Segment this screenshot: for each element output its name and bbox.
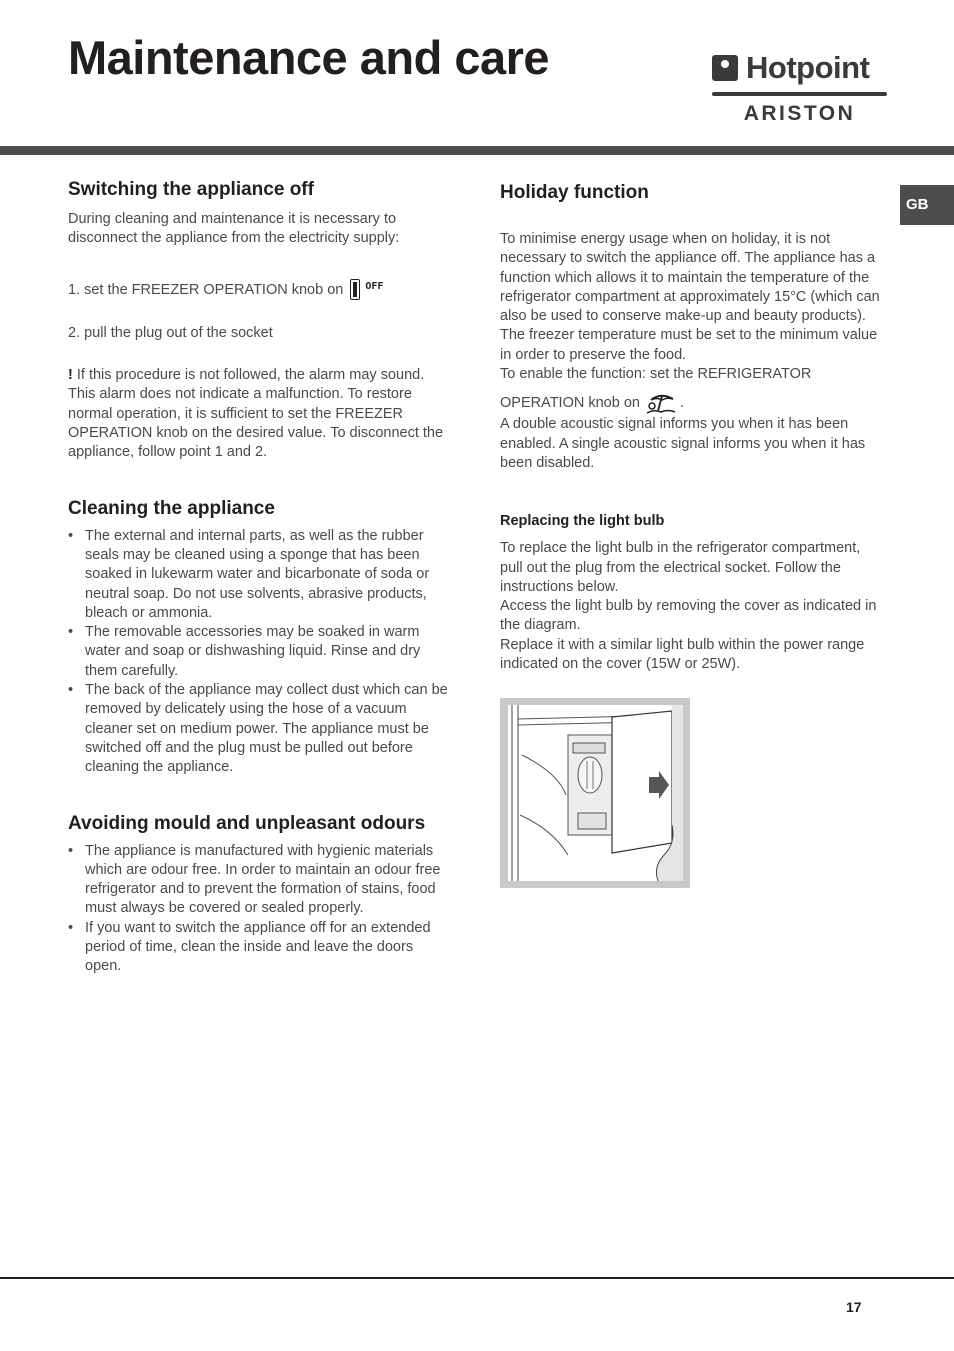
mould-list <box>68 842 452 977</box>
bulb-heading: Replacing the light bulb <box>500 513 665 530</box>
holiday-umbrella-icon <box>646 391 676 415</box>
cleaning-list <box>68 527 452 778</box>
holiday-heading: Holiday function <box>500 182 649 203</box>
right-column <box>500 181 884 674</box>
bulb-para3: Replace it with a similar light bulb within the power range indicated on the cover (15W or 25W). <box>500 636 865 673</box>
diagram-panel <box>508 705 683 881</box>
list-item: • The appliance is manufactured with hygienic materials which are odour free. In order to maintain an odour free refrigerator and to prevent the formation of stains, food must always be covered or sealed properly. <box>68 842 452 919</box>
list-item: • The back of the appliance may collect dust which can be removed by delicately using the hose of a vacuum cleaner set on medium power. The appliance must be switched off and the plug must be pulled out before cleaning the appliance. <box>68 681 452 777</box>
holiday-text: To minimise energy usage when on holiday, it is not necessary to switch the appliance off. The appliance has a function which allows it to maintain the temperature of the refrigerator compartment at approximately 15°C (which can also be used to conserve make-up and beauty products). The freezer temperature must be set to the minimum value in order to preserve the food. <box>500 231 880 363</box>
off-label: OFF <box>365 280 384 292</box>
switching-off-step1 <box>68 279 452 300</box>
cleaning-heading: Cleaning the appliance <box>68 497 275 519</box>
light-bulb-illustration <box>508 705 683 881</box>
holiday-enable: To enable the function: set the REFRIGERATOR <box>500 366 812 383</box>
brand-divider <box>712 92 887 96</box>
bulb-para2: Access the light bulb by removing the cover as indicated in the diagram. <box>500 598 877 634</box>
list-item: • If you want to switch the appliance off for an extended period of time, clean the inside and leave the doors open. <box>68 919 452 977</box>
brand-logo-icon <box>712 55 738 81</box>
switching-off-warning <box>68 366 452 462</box>
off-symbol <box>350 279 383 300</box>
mould-heading: Avoiding mould and unpleasant odours <box>68 812 426 834</box>
warning-text: If this procedure is not followed, the alarm may sound. This alarm does not indicate a malfunction. To restore normal operation, it is sufficient to set the FREEZER OPERATION knob on the desired value. To disconnect the appliance, follow point 1 and 2. <box>68 367 444 461</box>
knob-line-text: OPERATION knob on <box>500 395 640 412</box>
bulb-para1: To replace the light bulb in the refrigerator compartment, pull out the plug from the electrical socket. Follow the instructions below. <box>500 540 861 595</box>
warning-mark: ! <box>68 367 73 384</box>
brand-name: Hotpoint <box>746 50 870 85</box>
list-item: • The external and internal parts, as well as the rubber seals may be cleaned using a sponge that has been soaked in lukewarm water and bicarbonate of soda or neutral soap. Do not use solvents, abrasive products, bleach or ammonia. <box>68 527 452 623</box>
header-rule <box>0 146 954 155</box>
switching-off-intro: During cleaning and maintenance it is necessary to disconnect the appliance from the electricity supply: <box>68 211 400 247</box>
freezer-knob-icon <box>350 279 360 300</box>
page-title: Maintenance and care <box>68 31 550 84</box>
list-item: • The removable accessories may be soaked in warm water and soap or dishwashing liquid. Rinse and dry them carefully. <box>68 623 452 681</box>
footer-rule <box>0 1277 954 1279</box>
holiday-knob-line <box>500 391 884 415</box>
step1-text: 1. set the FREEZER OPERATION knob on <box>68 281 344 298</box>
knob-line-tail: . <box>675 395 685 412</box>
page-number: 17 <box>846 1299 862 1315</box>
switching-off-step2: 2. pull the plug out of the socket <box>68 324 273 341</box>
brand-sub: ARISTON <box>743 102 856 125</box>
light-bulb-diagram <box>500 698 690 888</box>
holiday-signals: A double acoustic signal informs you when it has been enabled. A single acoustic signal informs you when it has been disabled. <box>500 416 866 471</box>
language-tab: GB <box>900 185 954 225</box>
switching-off-heading: Switching the appliance off <box>68 179 314 200</box>
brand-logo <box>712 52 887 124</box>
left-column <box>68 178 452 977</box>
